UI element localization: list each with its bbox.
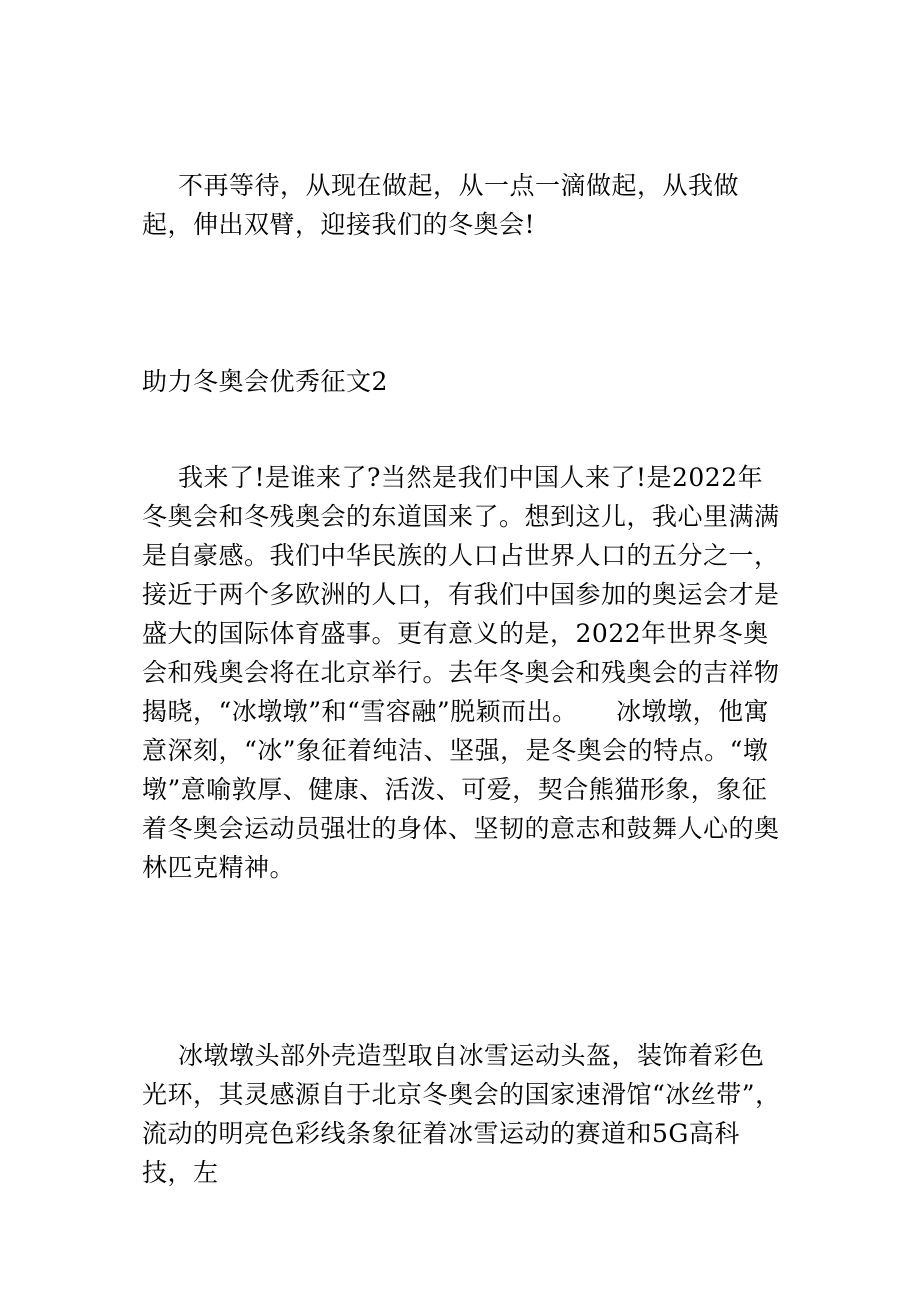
section-heading: 助力冬奥会优秀征文2 — [142, 367, 388, 396]
paragraph-closing-call: 不再等待，从现在做起，从一点一滴做起，从我做起，伸出双臂，迎接我们的冬奥会! — [142, 171, 740, 239]
paragraph-mascot-intro: 我来了!是谁来了?当然是我们中国人来了!是2022年冬奥会和冬残奥会的东道国来了。想到这儿，我心里满满是自豪感。我们中华民族的人口占世界人口的五分之一，接近于两个多欧洲的人口，有我们中国参加的奥运会才是盛大的国际体育盛事。更有意义的是，2022年世界冬奥会和残奥会将在北京举行。去年冬奥会和残奥会的吉祥物揭晓，“冰墩墩”和“雪容融”脱颖而出。 冰墩墩，他寓意深刻，“冰”象征着纯洁、坚强，是冬奥会的特点。“墩墩”意喻敦厚、健康、活泼、可爱，契合熊猫形象，象征着冬奥会运动员强壮的身体、坚韧的意志和鼓舞人心的奥林匹克精神。 — [142, 463, 780, 882]
paragraph-mascot-design: 冰墩墩头部外壳造型取自冰雪运动头盔，装饰着彩色光环，其灵感源自于北京冬奥会的国家速滑馆“冰丝带”，流动的明亮色彩线条象征着冰雪运动的赛道和5G高科技，左 — [142, 1041, 781, 1187]
